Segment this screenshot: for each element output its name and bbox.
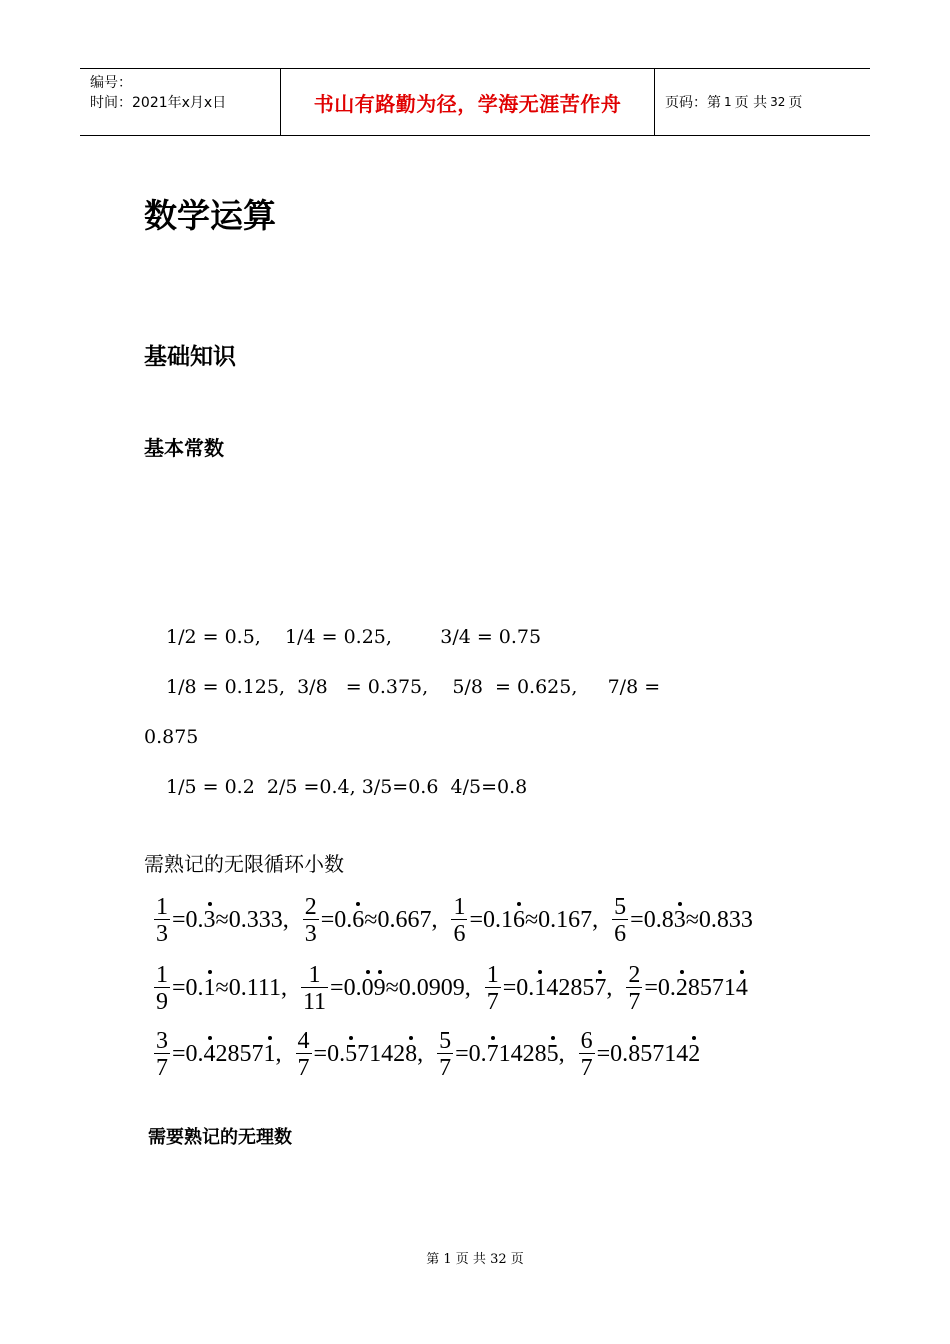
decimal-approximation: ≈0.0909, — [385, 974, 471, 1001]
recurring-expression — [154, 963, 287, 1014]
fraction-numerator: 5 — [439, 1027, 452, 1054]
decimal-approximation: , — [417, 1040, 424, 1067]
decimal-prefix: =0.1 — [469, 906, 513, 933]
page-footer — [0, 1248, 950, 1267]
header-page-mid: 页 共 — [734, 95, 768, 111]
decimal-approximation: ≈0.167, — [524, 906, 599, 933]
fraction — [301, 963, 328, 1014]
fraction — [303, 895, 319, 946]
decimal-approximation: ≈0.667, — [364, 906, 438, 933]
repeating-digit: 2 — [522, 1040, 535, 1067]
repeating-digit: 6 — [512, 906, 525, 933]
recurring-expression — [154, 895, 289, 946]
recurring-row — [154, 890, 767, 950]
fraction-numerator: 5 — [614, 893, 627, 920]
decimal-approximation: ≈0.111, — [215, 974, 287, 1001]
repeating-digits — [534, 975, 606, 1002]
repeating-digit: 1 — [203, 974, 216, 1001]
fraction — [296, 1029, 312, 1080]
repeating-digit: 8 — [405, 1040, 418, 1067]
repeating-digit: 5 — [699, 974, 712, 1001]
repeating-digits — [628, 1041, 700, 1068]
repeating-digits — [345, 1041, 417, 1068]
fraction — [437, 1029, 453, 1080]
repeating-digit: 4 — [676, 1040, 689, 1067]
recurring-expression — [303, 895, 438, 946]
decimal-prefix: =0. — [502, 974, 535, 1001]
repeating-digit: 2 — [688, 1040, 701, 1067]
fraction-denominator: 7 — [156, 1054, 168, 1081]
repeating-digit: 5 — [345, 1040, 358, 1067]
fraction — [154, 895, 170, 946]
repeating-digit: 8 — [628, 1040, 641, 1067]
fraction-denominator: 7 — [580, 1054, 593, 1081]
repeating-digit: 7 — [357, 1040, 370, 1067]
repeating-digit: 0 — [361, 974, 374, 1001]
header-page-num: 1 — [724, 95, 732, 109]
recurring-expression — [437, 1029, 565, 1080]
recurring-expression — [451, 895, 598, 946]
repeating-digit: 7 — [652, 1040, 665, 1067]
repeating-digit: 8 — [227, 1040, 240, 1067]
fraction-numerator: 1 — [156, 893, 168, 920]
section-heading: 基础知识 — [144, 344, 236, 370]
header-date-label: 时间：2021年x月x日 — [90, 95, 227, 111]
fraction-numerator: 1 — [308, 961, 321, 988]
decimal-prefix: =0. — [172, 974, 204, 1001]
fraction-denominator: 6 — [453, 920, 466, 947]
decimal-prefix: =0. — [330, 974, 362, 1001]
fraction-denominator: 7 — [297, 1054, 310, 1081]
decimal-prefix: =0. — [455, 1040, 487, 1067]
repeating-digit: 2 — [558, 974, 571, 1001]
repeating-digit: 5 — [640, 1040, 653, 1067]
repeating-digit: 2 — [675, 974, 688, 1001]
repeating-digits — [352, 907, 364, 934]
repeating-digit: 7 — [251, 1040, 264, 1067]
header-page-info — [655, 69, 870, 135]
repeating-digits — [204, 975, 216, 1002]
fraction-line: 1/8 = 0.125, 3/8 = 0.375, 5/8 = 0.625, 7/8 = — [166, 676, 661, 698]
recurring-expression — [485, 963, 613, 1014]
repeating-digit: 4 — [735, 974, 748, 1001]
fraction — [451, 895, 467, 946]
header-page-prefix: 页码：第 — [665, 95, 721, 111]
recurring-expression — [579, 1029, 701, 1080]
repeating-digit: 2 — [393, 1040, 406, 1067]
repeating-digits — [487, 1041, 559, 1068]
header-page-total: 32 — [770, 95, 786, 109]
decimal-approximation: ≈0.833 — [685, 906, 753, 933]
recurring-row — [154, 1024, 714, 1084]
fraction-numerator: 1 — [453, 893, 466, 920]
header-meta — [80, 69, 281, 135]
fraction-numerator: 3 — [156, 1027, 168, 1054]
fraction-denominator: 7 — [628, 988, 641, 1015]
fraction-denominator: 9 — [156, 988, 168, 1015]
repeating-digit: 7 — [711, 974, 724, 1001]
fraction — [612, 895, 628, 946]
recurring-expression — [626, 963, 748, 1014]
recurring-expression — [612, 895, 753, 946]
recurring-expression — [296, 1029, 424, 1080]
fraction — [626, 963, 642, 1014]
repeating-digits — [362, 975, 386, 1002]
decimal-prefix: =0. — [313, 1040, 346, 1067]
fraction-denominator: 7 — [486, 988, 499, 1015]
repeating-digit: 1 — [723, 974, 736, 1001]
footer-prefix: 第 — [426, 1252, 440, 1267]
repeating-digit: 2 — [215, 1040, 228, 1067]
decimal-approximation: , — [606, 974, 613, 1001]
repeating-digits — [204, 907, 216, 934]
recurring-expression — [154, 1029, 282, 1080]
decimal-prefix: =0. — [320, 906, 353, 933]
fraction-line: 1/5 = 0.2 2/5 =0.4, 3/5=0.6 4/5=0.8 — [166, 776, 528, 798]
header-number-label: 编号： — [90, 75, 132, 91]
irrational-numbers-heading: 需要熟记的无理数 — [148, 1127, 292, 1148]
header-motto-cell — [281, 69, 655, 135]
repeating-digit: 7 — [594, 974, 607, 1001]
recurring-expression — [301, 963, 471, 1014]
fraction-line: 1/2 = 0.5, 1/4 = 0.25, 3/4 = 0.75 — [166, 626, 542, 648]
repeating-digit: 1 — [664, 1040, 677, 1067]
repeating-digit: 8 — [687, 974, 700, 1001]
repeating-digit: 4 — [546, 974, 559, 1001]
repeating-digit: 3 — [673, 906, 686, 933]
fraction-numerator: 2 — [628, 961, 641, 988]
fraction-denominator: 6 — [614, 920, 627, 947]
fraction — [485, 963, 501, 1014]
fraction-numerator: 4 — [297, 1027, 310, 1054]
repeating-digits — [513, 907, 525, 934]
footer-suffix: 页 — [510, 1252, 524, 1267]
page-header — [80, 68, 870, 136]
repeating-digit: 4 — [381, 1040, 394, 1067]
repeating-digits — [676, 975, 748, 1002]
decimal-prefix: =0.8 — [630, 906, 674, 933]
repeating-digit: 3 — [203, 906, 216, 933]
repeating-digit: 7 — [486, 1040, 499, 1067]
fraction — [579, 1029, 595, 1080]
fraction — [154, 963, 170, 1014]
footer-page-total: 32 — [490, 1252, 507, 1267]
header-motto: 书山有路勤为径，学海无涯苦作舟 — [313, 91, 622, 116]
repeating-digit: 5 — [239, 1040, 252, 1067]
fraction-numerator: 2 — [304, 893, 317, 920]
header-page-suffix: 页 — [788, 95, 803, 111]
repeating-digit: 9 — [373, 974, 386, 1001]
repeating-digit: 5 — [582, 974, 595, 1001]
decimal-approximation: , — [275, 1040, 282, 1067]
recurring-row — [154, 958, 762, 1018]
repeating-digit: 8 — [570, 974, 583, 1001]
repeating-digit: 1 — [369, 1040, 382, 1067]
fraction-denominator: 11 — [302, 988, 327, 1015]
fraction-denominator: 7 — [439, 1054, 452, 1081]
decimal-prefix: =0. — [172, 906, 204, 933]
footer-mid: 页 共 — [455, 1252, 486, 1267]
decimal-approximation: ≈0.333, — [215, 906, 289, 933]
repeating-digit: 1 — [498, 1040, 511, 1067]
decimal-prefix: =0. — [644, 974, 676, 1001]
recurring-decimals-heading: 需熟记的无限循环小数 — [144, 852, 344, 876]
repeating-digit: 1 — [534, 974, 547, 1001]
repeating-digit: 6 — [352, 906, 365, 933]
fraction-numerator: 1 — [486, 961, 499, 988]
document-title: 数学运算 — [144, 196, 276, 235]
decimal-approximation: , — [558, 1040, 565, 1067]
decimal-prefix: =0. — [172, 1040, 204, 1067]
fraction — [154, 1029, 170, 1080]
fraction-numerator: 6 — [580, 1027, 593, 1054]
repeating-digit: 1 — [263, 1040, 276, 1067]
repeating-digit: 5 — [546, 1040, 559, 1067]
fraction-line: 0.875 — [144, 726, 199, 748]
repeating-digit: 4 — [203, 1040, 216, 1067]
repeating-digit: 4 — [510, 1040, 523, 1067]
repeating-digit: 8 — [534, 1040, 547, 1067]
repeating-digits — [674, 907, 686, 934]
fraction-numerator: 1 — [156, 961, 168, 988]
subsection-heading: 基本常数 — [144, 436, 224, 460]
fraction-denominator: 3 — [156, 920, 168, 947]
footer-page-num: 1 — [443, 1252, 452, 1267]
repeating-digits — [204, 1041, 276, 1068]
decimal-prefix: =0. — [596, 1040, 629, 1067]
fraction-denominator: 3 — [304, 920, 317, 947]
